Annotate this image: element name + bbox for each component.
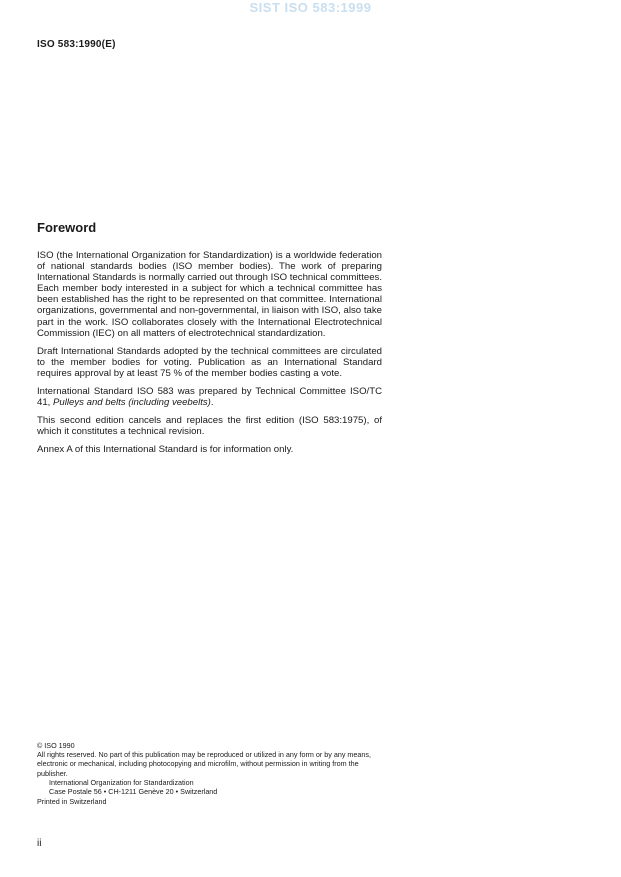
organization-name: International Organization for Standardization <box>49 777 194 787</box>
foreword-body <box>37 250 382 463</box>
committee-title: Pulleys and belts (including veebelts) <box>53 397 211 409</box>
foreword-paragraph-iso: ISO (the International Organization for Standardization) is a worldwide federation of national standards bodies (ISO member bodies). The work of preparing International Standards is normally carried out through ISO technical committees. Each member body interested in a subject for which a technical committee has been established has the right to be represented on that committee. International organizations, governmental and non-governmental, in liaison with ISO, also take part in the work. ISO collaborates closely with the International Electrotechnical Commission (IEC) on all matters of electrotechnical standardization. <box>37 250 383 339</box>
printed-in: Printed in Switzerland <box>37 797 107 807</box>
rights-statement: All rights reserved. No part of this publication may be reproduced or utilized in any form or by any means, electronic or mechanical, including photocopying and microfilm, without permission in writing from the publisher. <box>37 750 371 778</box>
foreword-paragraph-edition: This second edition cancels and replaces the first edition (ISO 583:1975), of which it constitutes a technical revision. <box>37 415 382 438</box>
watermark: SIST ISO 583:1999 <box>249 0 372 15</box>
foreword-paragraph-annex: Annex A of this International Standard is for information only. <box>37 444 294 456</box>
page-number: ii <box>37 838 42 849</box>
preparation-end: . <box>210 397 214 409</box>
foreword-paragraph-preparation <box>37 386 382 408</box>
document-id: ISO 583:1990(E) <box>37 39 116 50</box>
organization-address: Case Postale 56 • CH-1211 Genève 20 • Switzerland <box>49 787 218 797</box>
foreword-paragraph-drafts: Draft International Standards adopted by the technical committees are circulated to the member bodies for voting. Publication as an International Standard requires approval by at least 75 % of the member bodies casting a vote. <box>37 345 382 379</box>
copyright-block <box>37 741 383 806</box>
copyright-notice: © ISO 1990 <box>37 741 75 750</box>
foreword-heading: Foreword <box>37 220 97 235</box>
preparation-text: International Standard ISO 583 was prepared by Technical Committee ISO/TC 41, <box>37 386 382 409</box>
